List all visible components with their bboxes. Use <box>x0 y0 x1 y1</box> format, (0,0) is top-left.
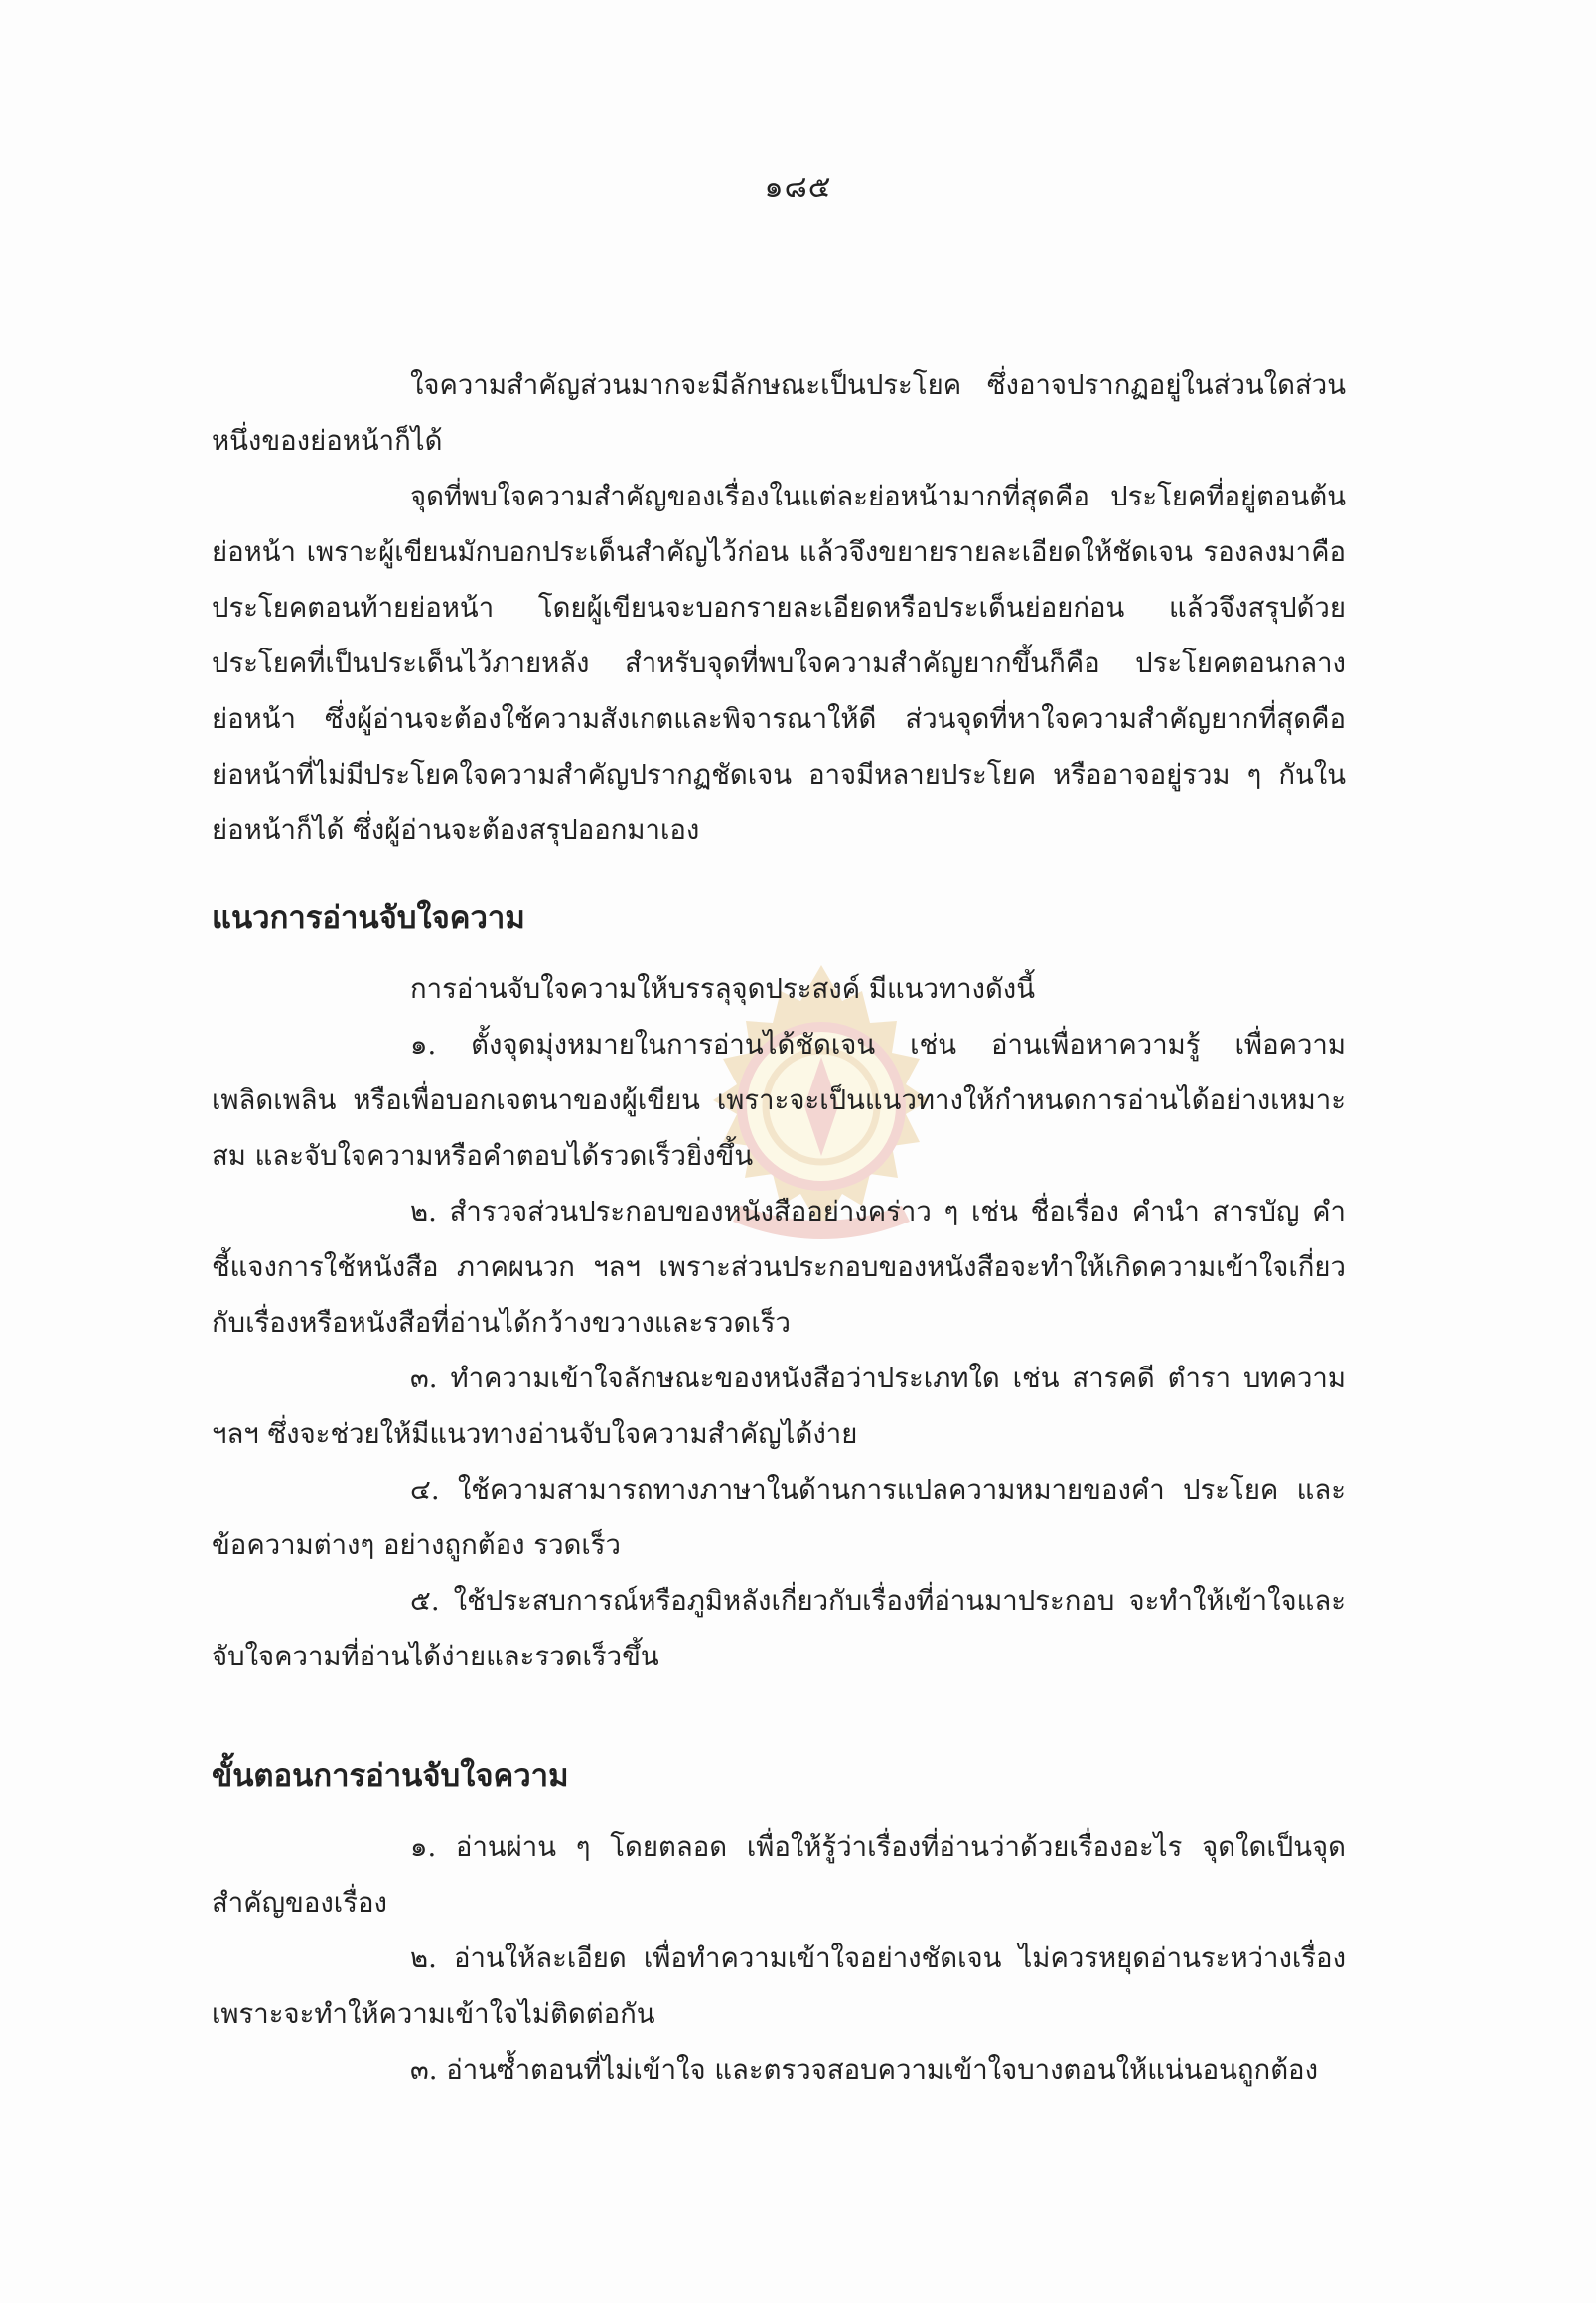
section1-item-5: ๕. ใช้ประสบการณ์หรือภูมิหลังเกี่ยวกับเรื่องที่อ่านมาประกอบ จะทำให้เข้าใจและจับใจความที่อ่านได้ง่ายและรวดเร็วขึ้น <box>212 1585 1346 1672</box>
section2-item-2: ๒. อ่านให้ละเอียด เพื่อทำความเข้าใจอย่างชัดเจน ไม่ควรหยุดอ่านระหว่างเรื่องเพราะจะทำให้ความเข้าใจไม่ติดต่อกัน <box>212 1943 1346 2030</box>
section2-item-1: ๑. อ่านผ่าน ๆ โดยตลอด เพื่อให้รู้ว่าเรื่องที่อ่านว่าด้วยเรื่องอะไร จุดใดเป็นจุดสำคัญของเรื่อง <box>212 1831 1346 1919</box>
section1-item-3: ๓. ทำความเข้าใจลักษณะของหนังสือว่าประเภทใด เช่น สารคดี ตำรา บทความ ฯลฯ ซึ่งจะช่วยให้มีแนวทางอ่านจับใจความสำคัญได้ง่าย <box>212 1363 1346 1450</box>
section1-item-1: ๑. ตั้งจุดมุ่งหมายในการอ่านได้ชัดเจน เช่น อ่านเพื่อหาความรู้ เพื่อความเพลิดเพลิน หรือเพื่อบอกเจตนาของผู้เขียน เพราะจะเป็นแนวทางให้กำหนดการอ่านได้อย่างเหมาะสม และจับใจความหรือคำตอบได้รวดเร็วยิ่งขึ้น <box>212 1029 1346 1172</box>
section1-item-4: ๔. ใช้ความสามารถทางภาษาในด้านการแปลความหมายของคำ ประโยค และข้อความต่างๆ อย่างถูกต้อง รวดเร็ว <box>212 1474 1346 1561</box>
section1-item-2: ๒. สำรวจส่วนประกอบของหนังสืออย่างคร่าว ๆ เช่น ชื่อเรื่อง คำนำ สารบัญ คำชี้แจงการใช้หนังสือ ภาคผนวก ฯลฯ เพราะส่วนประกอบของหนังสือจะทำให้เกิดความเข้าใจเกี่ยวกับเรื่องหรือหนังสือที่อ่านได้กว้างขวางและรวดเร็ว <box>212 1196 1346 1339</box>
section1-lead: การอ่านจับใจความให้บรรลุจุดประสงค์ มีแนวทางดังนี้ <box>410 973 1036 1005</box>
page-number: ๑๘๕ <box>764 170 832 205</box>
intro-paragraph-1: ใจความสำคัญส่วนมากจะมีลักษณะเป็นประโยค ซึ่งอาจปรากฏอยู่ในส่วนใดส่วนหนึ่งของย่อหน้าก็ได้ <box>212 369 1346 457</box>
section-heading-reading-steps: ขั้นตอนการอ่านจับใจความ <box>212 1758 569 1794</box>
document-body <box>212 358 1346 2097</box>
section-heading-reading-approach: แนวการอ่านจับใจความ <box>212 900 525 936</box>
intro-paragraph-2: จุดที่พบใจความสำคัญของเรื่องในแต่ละย่อหน้ามากที่สุดคือ ประโยคที่อยู่ตอนต้นย่อหน้า เพราะผู้เขียนมักบอกประเด็นสำคัญไว้ก่อน แล้วจึงขยายรายละเอียดให้ชัดเจน รองลงมาคือประโยคตอนท้ายย่อหน้า โดยผู้เขียนจะบอกรายละเอียดหรือประเด็นย่อยก่อน แล้วจึงสรุปด้วยประโยคที่เป็นประเด็นไว้ภายหลัง สำหรับจุดที่พบใจความสำคัญยากขึ้นก็คือ ประโยคตอนกลางย่อหน้า ซึ่งผู้อ่านจะต้องใช้ความสังเกตและพิจารณาให้ดี ส่วนจุดที่หาใจความสำคัญยากที่สุดคือย่อหน้าที่ไม่มีประโยคใจความสำคัญปรากฏชัดเจน อาจมีหลายประโยค หรืออาจอยู่รวม ๆ กันในย่อหน้าก็ได้ ซึ่งผู้อ่านจะต้องสรุปออกมาเอง <box>212 481 1346 846</box>
section2-item-3: ๓. อ่านซ้ำตอนที่ไม่เข้าใจ และตรวจสอบความเข้าใจบางตอนให้แน่นอนถูกต้อง <box>410 2054 1318 2086</box>
